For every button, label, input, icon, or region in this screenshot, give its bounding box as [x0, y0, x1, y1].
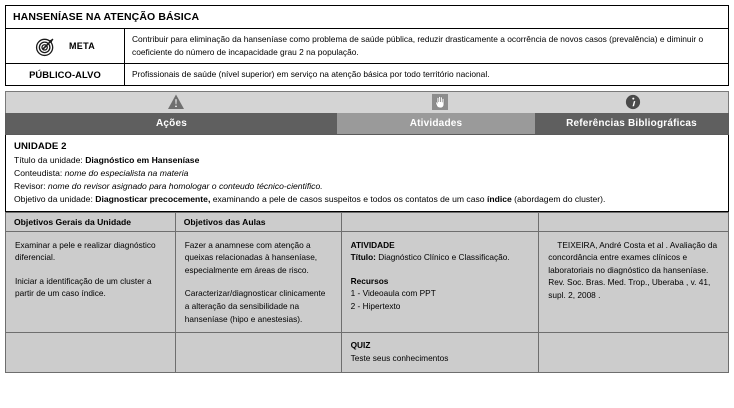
tab-atividades[interactable]: Atividades: [337, 113, 535, 134]
cell-quiz-empty-1: [6, 333, 176, 373]
column-header-objetivos-gerais: Objetivos Gerais da Unidade: [6, 212, 176, 231]
unit-objective-mid: examinando a pele de casos suspeitos e todos os contatos de um caso: [210, 193, 487, 204]
column-header-objetivos-aulas: Objetivos das Aulas: [175, 212, 341, 231]
unit-title-value: Diagnóstico em Hanseníase: [85, 155, 200, 166]
section-tab-bar: [5, 113, 729, 135]
warning-triangle-icon: [167, 93, 185, 111]
unit-info-block: [5, 135, 729, 212]
unit-objective-bold-1: Diagnosticar precocemente,: [95, 193, 211, 204]
table-header-row: [6, 212, 729, 231]
cell-quiz-empty-2: [175, 333, 341, 373]
unit-objective-line: [14, 193, 720, 206]
objetivo-geral-1: Examinar a pele e realizar diagnóstico diferencial.: [15, 239, 156, 263]
referencia-text: TEIXEIRA, André Costa et al . Avaliação da concordância entre exames clínicos e laboratoriais no diagnóstico da hanseníase. Rev. Soc. Bras. Med. Trop., Uberaba , v. 41, supl. 2, 2008 .: [548, 239, 718, 301]
atividade-titulo-value: Diagnóstico Clínico e Classificação.: [375, 252, 510, 263]
objetivo-aula-2: Caracterizar/diagnosticar clinicamente a alteração da sensibilidade na hanseníase (hipo e anestesias).: [184, 288, 326, 324]
quiz-heading: QUIZ: [350, 340, 371, 351]
unit-reviewer-label: Revisor:: [14, 180, 46, 191]
atividade-titulo-label: Título:: [350, 252, 376, 263]
cell-referencia: [539, 231, 729, 333]
goal-row: [6, 29, 729, 64]
quiz-text: Teste seus conhecimentos: [350, 352, 449, 363]
table-row-quiz: [6, 333, 729, 373]
cell-objetivos-gerais: [6, 231, 176, 333]
column-header-atividades: [341, 212, 539, 231]
cell-objetivos-aulas: [175, 231, 341, 333]
target-arrow-icon: [35, 36, 56, 57]
cell-quiz-empty-4: [539, 333, 729, 373]
recurso-item-2: 2 - Hipertexto: [350, 301, 401, 312]
tab-acoes[interactable]: Ações: [6, 113, 337, 134]
objetivo-geral-2: Iniciar a identificação de um cluster a partir de um caso índice.: [15, 275, 152, 299]
unit-objective-end: (abordagem do cluster).: [511, 193, 606, 204]
document-title-row: [6, 6, 729, 29]
unit-heading: UNIDADE 2: [14, 141, 67, 153]
unit-author-line: [14, 167, 720, 180]
column-header-referencias: [539, 212, 729, 231]
unit-reviewer-line: [14, 180, 720, 193]
unit-title-label: Título da unidade:: [14, 155, 83, 166]
objetivo-aula-1: Fazer a anamnese com atenção a queixas relacionadas à hanseníase, especialmente em áreas de risco.: [184, 239, 318, 275]
recursos-heading: Recursos: [350, 275, 389, 286]
atividade-titulo-line: [351, 251, 530, 264]
spacer: [351, 264, 530, 275]
goal-label-cell: [6, 29, 125, 64]
audience-row: [6, 64, 729, 86]
document-page: [0, 5, 734, 408]
unit-author-label: Conteudista:: [14, 167, 63, 178]
unit-reviewer-value: nome do revisor asignado para homologar o conteudo técnico-cientifico.: [47, 180, 323, 191]
audience-label: PÚBLICO-ALVO: [6, 64, 125, 86]
tab-icon-strip: [5, 91, 729, 113]
goal-label: META: [68, 41, 96, 52]
unit-objective-label: Objetivo da unidade:: [14, 193, 93, 204]
goal-text: Contribuir para eliminação da hanseníase como problema de saúde pública, reduzir drasticamente a ocorrência de novos casos (prevalência) e diminuir o coeficiente do número de incapacidade grau 2 na população.: [125, 29, 729, 64]
cell-quiz: [341, 333, 539, 373]
objectives-table: [5, 212, 729, 374]
unit-title-line: [14, 154, 720, 167]
atividade-heading: ATIVIDADE: [350, 239, 395, 250]
table-row: [6, 231, 729, 333]
unit-objective-bold-2: índice: [486, 193, 512, 204]
hand-icon: [431, 93, 449, 111]
page-title: HANSENÍASE NA ATENÇÃO BÁSICA: [6, 6, 729, 29]
recurso-item-1: 1 - Videoaula com PPT: [350, 288, 436, 299]
info-circle-icon: [624, 93, 642, 111]
audience-text: Profissionais de saúde (nível superior) em serviço na atenção básica por todo território nacional.: [125, 64, 729, 86]
unit-author-value: nome do especialista na materia: [64, 167, 189, 178]
cell-atividade: [341, 231, 539, 333]
tab-referencias-bibliograficas[interactable]: Referências Bibliográficas: [535, 113, 728, 134]
header-info-table: [5, 5, 729, 86]
